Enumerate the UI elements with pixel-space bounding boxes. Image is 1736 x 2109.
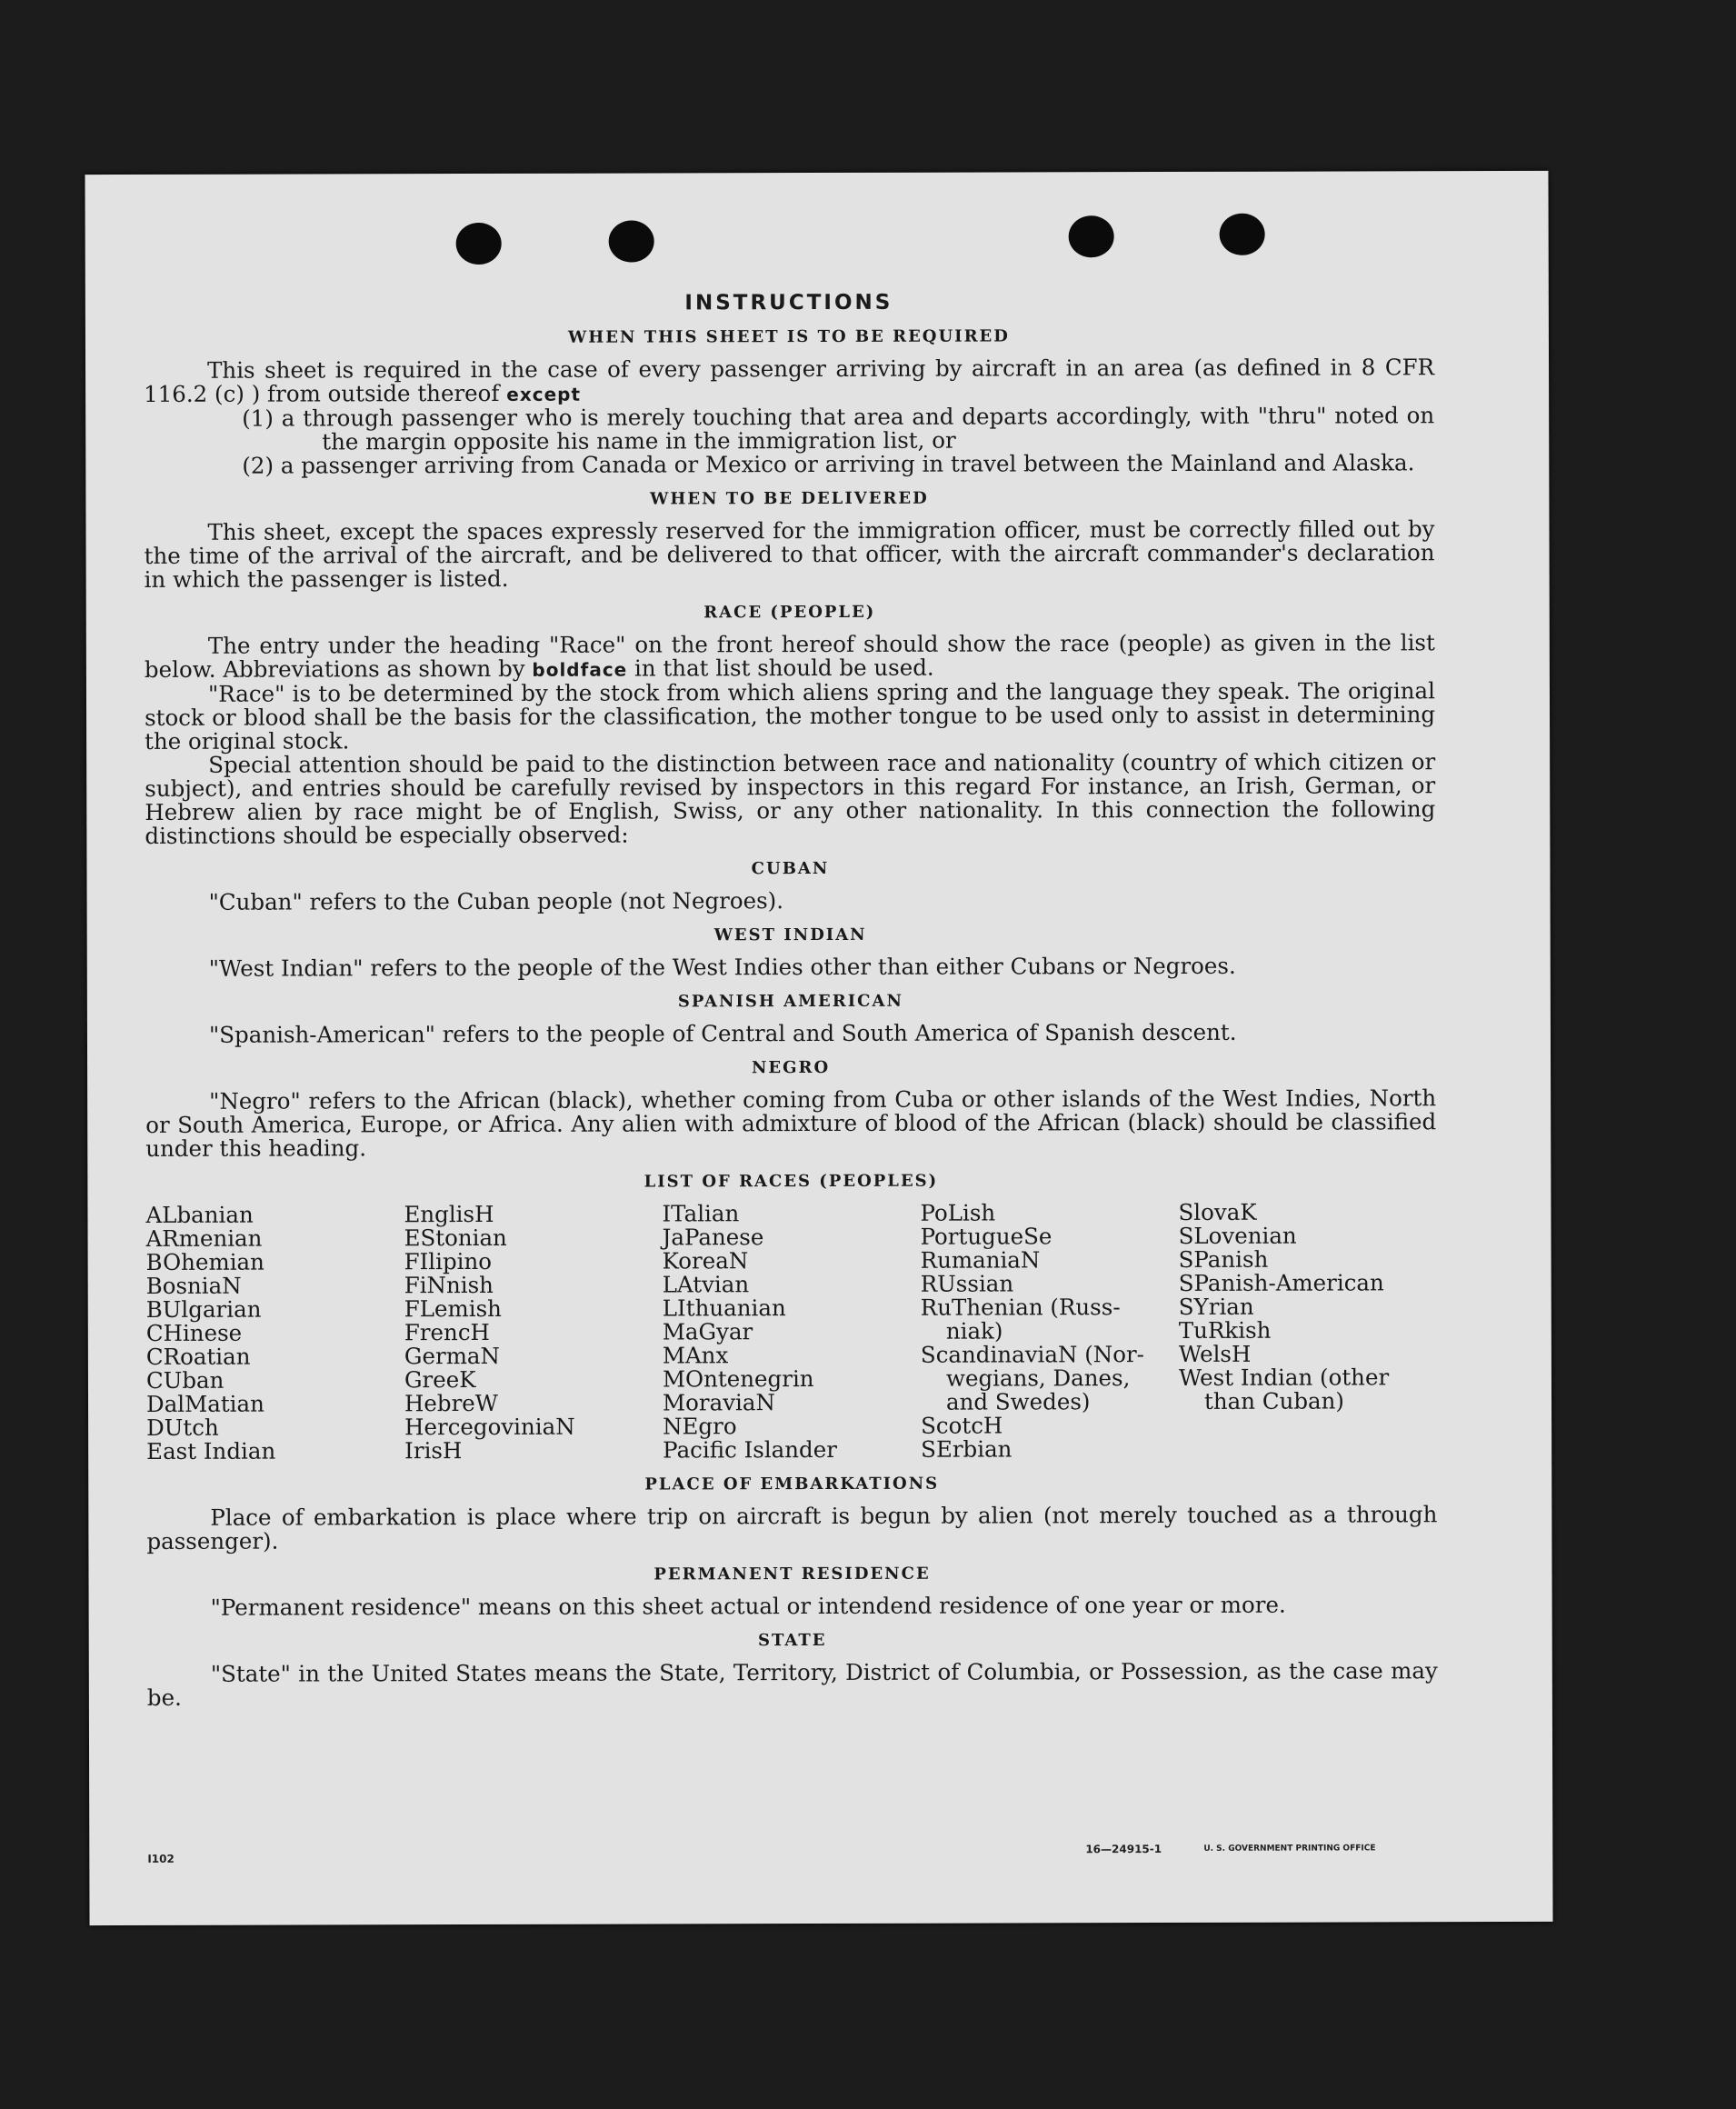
races-column-4 xyxy=(920,1201,1179,1462)
list-item: niak) xyxy=(945,1317,1003,1344)
list-item: and Swedes) xyxy=(945,1388,1091,1415)
list-item: MaGyar xyxy=(662,1318,753,1345)
negro-text: "Negro" refers to the African (black), whether coming from Cuba or other islands of the West Indies, North or South America, Europe, or Africa. Any alien with admixture of blood of the African (black) should be classified under this heading. xyxy=(145,1084,1437,1162)
required-intro: This sheet is required in the case of every passenger arriving by aircraft in an area (as defined in 8 CFR 116.2 (c) ) from outside thereof except xyxy=(144,354,1435,407)
list-item: CRoatian xyxy=(145,1343,251,1370)
list-item: SPanish-American xyxy=(1178,1269,1384,1296)
list-item: wegians, Danes, xyxy=(945,1364,1131,1392)
west-indian-text: "West Indian" refers to the people of the West Indies other than either Cubans or Negroes. xyxy=(208,952,1236,982)
heading-negro: NEGRO xyxy=(751,1057,831,1078)
race-paragraph-3: Special attention should be paid to the distinction between race and nationality (country of which citizen or subject), and entries should be carefully revised by inspectors in this regard For instance, an Irish, German, or Hebrew alien by race might be of English, Swiss, or any other nationality. In this connection the following distinctions should be especially observed: xyxy=(145,748,1436,849)
list-item: BOhemian xyxy=(145,1248,264,1275)
list-item: ARmenian xyxy=(145,1224,263,1252)
except-word: except xyxy=(506,383,582,405)
heading-spanish-american: SPANISH AMERICAN xyxy=(677,991,903,1012)
races-column-3 xyxy=(662,1202,921,1463)
list-item: KoreaN xyxy=(662,1247,749,1274)
spanish-american-text: "Spanish-American" refers to the people of Central and South America of Spanish descent. xyxy=(208,1018,1237,1048)
list-item: SYrian xyxy=(1178,1293,1254,1320)
list-item: HercegoviniaN xyxy=(404,1413,575,1441)
list-item: BUlgarian xyxy=(145,1295,262,1323)
punch-hole xyxy=(456,223,502,265)
list-item: SLovenian xyxy=(1178,1222,1297,1249)
list-item: IrisH xyxy=(404,1437,463,1464)
heading-race: RACE (PEOPLE) xyxy=(703,602,876,623)
instructions-content xyxy=(144,289,1438,1710)
list-item: NEgro xyxy=(663,1413,737,1440)
list-item: FLemish xyxy=(404,1294,502,1323)
heading-west-indian: WEST INDIAN xyxy=(713,925,867,945)
heading-embarkation: PLACE OF EMBARKATIONS xyxy=(644,1474,940,1494)
list-item: BosniaN xyxy=(145,1272,242,1299)
list-item: RumaniaN xyxy=(920,1246,1041,1274)
list-item: SErbian xyxy=(921,1435,1013,1463)
heading-cuban: CUBAN xyxy=(751,858,830,879)
heading-races-list: LIST OF RACES (PEOPLES) xyxy=(644,1171,939,1192)
list-item: East Indian xyxy=(146,1437,276,1464)
embarkation-text: Place of embarkation is place where trip on aircraft is begun by alien (not merely touched as a through passenger). xyxy=(146,1501,1438,1554)
punch-hole xyxy=(1220,214,1265,255)
race-paragraph-1: The entry under the heading "Race" on the front hereof should show the race (people) as given in the list below. Abbreviations as shown by boldface in that list should be used. xyxy=(144,629,1435,683)
punch-hole xyxy=(1069,215,1114,257)
list-item: DUtch xyxy=(146,1414,219,1441)
list-item: West Indian (other xyxy=(1178,1364,1390,1391)
list-item: ALbanian xyxy=(145,1201,254,1228)
list-item: WelsH xyxy=(1178,1340,1252,1367)
list-item: LIthuanian xyxy=(662,1294,786,1322)
list-item: FIlipino xyxy=(404,1247,493,1275)
list-item: TuRkish xyxy=(1178,1316,1272,1344)
list-item: SPanish xyxy=(1178,1245,1269,1273)
list-item: GreeK xyxy=(404,1365,476,1394)
race-paragraph-2: "Race" is to be determined by the stock from which aliens spring and the language they speak. The original stock or blood shall be the basis for the classification, the mother tongue to be used only to assist in determining the original stock. xyxy=(145,677,1436,755)
boldface-word: boldface xyxy=(532,658,628,681)
list-item: RuThenian (Russ- xyxy=(920,1294,1121,1321)
printer-credit: U. S. GOVERNMENT PRINTING OFFICE xyxy=(1203,1844,1376,1854)
list-item: SlovaK xyxy=(1178,1198,1257,1225)
list-item: RUssian xyxy=(920,1270,1014,1297)
list-item: CUban xyxy=(145,1366,224,1394)
heading-state: STATE xyxy=(757,1630,827,1651)
list-item: MoraviaN xyxy=(662,1389,775,1416)
list-item: PortugueSe xyxy=(920,1223,1053,1250)
list-item: JaPanese xyxy=(662,1224,764,1251)
heading-residence: PERMANENT RESIDENCE xyxy=(653,1564,931,1584)
punch-hole xyxy=(609,220,654,262)
list-item: ScotcH xyxy=(921,1412,1003,1439)
form-number: I102 xyxy=(147,1852,175,1865)
list-item: LAtvian xyxy=(662,1271,750,1298)
list-item: DalMatian xyxy=(145,1390,264,1417)
page-title: INSTRUCTIONS xyxy=(684,290,893,315)
races-column-2 xyxy=(404,1202,663,1463)
exception-item-2: (2) a passenger arriving from Canada or Mexico or arriving in travel between the Mainland and Alaska. xyxy=(242,449,1415,479)
list-item: FrencH xyxy=(404,1318,490,1346)
list-item: than Cuban) xyxy=(1203,1387,1345,1414)
list-item: Pacific Islander xyxy=(663,1435,837,1464)
heading-delivered: WHEN TO BE DELIVERED xyxy=(650,488,929,509)
list-item: EStonian xyxy=(404,1224,507,1252)
list-item: CHinese xyxy=(145,1319,243,1346)
list-item: ITalian xyxy=(662,1200,740,1227)
list-item: MOntenegrin xyxy=(662,1365,814,1393)
heading-required: WHEN THIS SHEET IS TO BE REQUIRED xyxy=(567,326,1010,347)
list-item: FiNnish xyxy=(404,1271,494,1299)
residence-text: "Permanent residence" means on this sheet actual or intendend residence of one year or more. xyxy=(210,1591,1286,1621)
list-item: EnglisH xyxy=(404,1200,494,1228)
print-code: 16—24915-1 xyxy=(1085,1843,1162,1856)
list-item: ScandinaviaN (Nor- xyxy=(920,1341,1144,1368)
races-list xyxy=(145,1200,1437,1464)
state-text: "State" in the United States means the State, Territory, District of Columbia, or Possession, as the case may be. xyxy=(146,1657,1438,1711)
races-column-1 xyxy=(145,1203,404,1464)
list-item: MAnx xyxy=(662,1342,729,1369)
exception-item-1: (1) a through passenger who is merely touching that area and departs accordingly, with "thru" noted on the margin opposite his name in the immigration list, or xyxy=(242,402,1435,455)
document-sheet xyxy=(85,171,1552,1925)
list-item: GermaN xyxy=(404,1342,500,1370)
races-column-5 xyxy=(1178,1200,1437,1461)
delivered-text: This sheet, except the spaces expressly reserved for the immigration officer, must be correctly filled out by the time of the arrival of the aircraft, and be delivered to that officer, with the aircraft commander's declaration in which the passenger is listed. xyxy=(144,515,1435,593)
cuban-text: "Cuban" refers to the Cuban people (not Negroes). xyxy=(208,887,784,915)
list-item: PoLish xyxy=(920,1199,996,1226)
list-item: HebreW xyxy=(404,1389,499,1417)
